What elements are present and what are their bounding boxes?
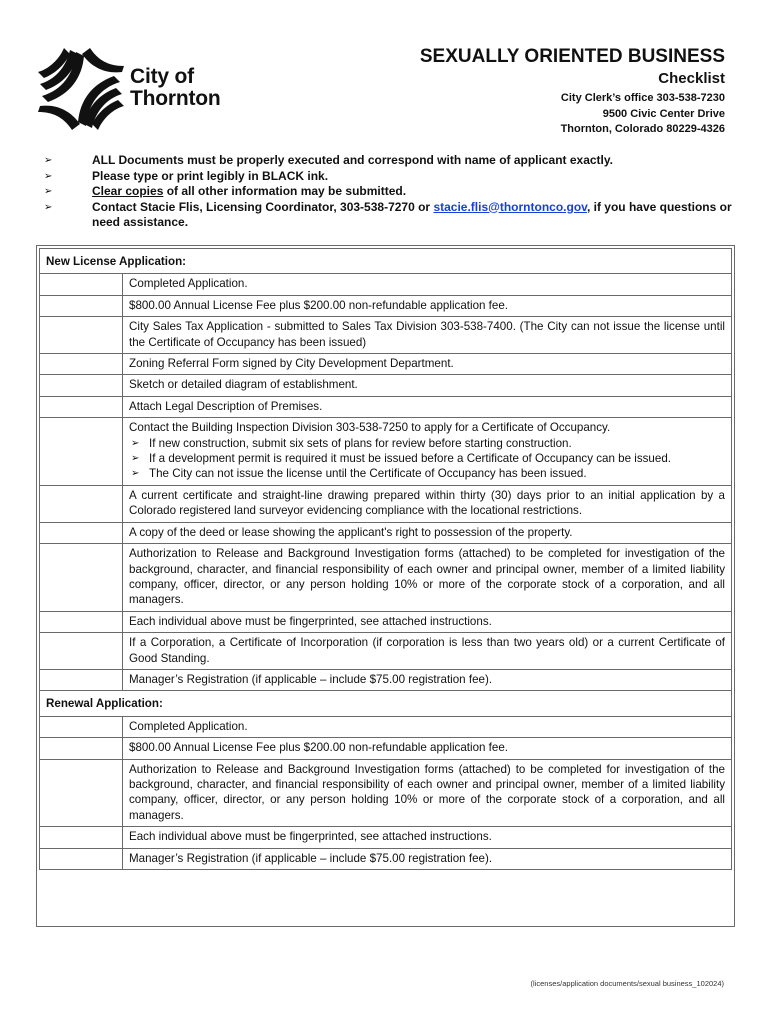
document-title: SEXUALLY ORIENTED BUSINESS — [419, 46, 725, 67]
instruction-text: ALL Documents must be properly executed and correspond with name of applicant exactly. — [92, 153, 614, 167]
section-heading: New License Application: — [40, 249, 732, 274]
checklist-item-text: Authorization to Release and Background Investigation forms (attached) to be completed for investigation of the background, character, and financial responsibility of each owner and principal owner, member of a limited liability company, officer, director, or any person holding 10% or more of the corporate stock of a corporation, and all managers. — [129, 762, 725, 822]
checklist-item-text: Completed Application. — [129, 719, 248, 733]
checklist-row — [40, 522, 732, 543]
checkbox-cell[interactable] — [40, 396, 123, 417]
checklist-item-text: Zoning Referral Form signed by City Development Department. — [129, 357, 454, 371]
arrow-bullet-icon: ➢ — [44, 201, 53, 213]
address-line: 9500 Civic Center Drive — [602, 107, 725, 120]
instruction-text: Contact Stacie Flis, Licensing Coordinator, 303-538-7270 or — [92, 199, 434, 214]
checklist-row — [40, 485, 732, 522]
checklist-item-text: Manager’s Registration (if applicable – include $75.00 registration fee). — [129, 672, 493, 686]
checklist-item-text: Manager’s Registration (if applicable – include $75.00 registration fee). — [129, 851, 493, 865]
arrow-bullet-icon: ➢ — [131, 468, 140, 480]
logo-line-2: Thornton — [130, 87, 221, 110]
checklist-row — [40, 848, 732, 869]
checklist-row — [40, 716, 732, 737]
checkbox-cell[interactable] — [40, 759, 123, 827]
checkbox-cell[interactable] — [40, 418, 123, 486]
instruction-item — [44, 200, 734, 231]
address-line: Thornton, Colorado 80229-4326 — [560, 123, 725, 135]
section-header-row — [40, 249, 732, 274]
section-heading: Renewal Application: — [40, 691, 732, 716]
instruction-list — [44, 153, 734, 231]
checklist-item — [123, 611, 732, 632]
office-address — [561, 91, 725, 138]
footer-reference: (licenses/application documents/sexual business_102024) — [530, 979, 724, 988]
checklist-item-text: A copy of the deed or lease showing the applicant's right to possession of the property. — [129, 525, 573, 539]
section-header-row — [40, 691, 732, 716]
checkbox-cell[interactable] — [40, 669, 123, 690]
checklist-subitem-text: The City can not issue the license until the Certificate of Occupancy has been issued. — [149, 467, 587, 481]
address-line: City Clerk’s office 303-538-7230 — [560, 92, 725, 104]
document-subtitle: Checklist — [658, 70, 725, 87]
checklist-subitem — [129, 451, 725, 466]
checkbox-cell[interactable] — [40, 827, 123, 848]
checkbox-cell[interactable] — [40, 354, 123, 375]
checklist-item-text: A current certificate and straight-line drawing prepared within thirty (30) days prior to an initial application by a Colorado registered land surveyor evidencing compliance with the locational restrictions. — [129, 488, 725, 518]
checklist-subitem — [129, 466, 725, 481]
checklist-item-text: Each individual above must be fingerprinted, see attached instructions. — [129, 614, 492, 628]
instruction-underlined-text: Clear copies — [92, 184, 164, 198]
checkbox-cell[interactable] — [40, 611, 123, 632]
checklist-item — [123, 827, 732, 848]
checklist-item — [123, 522, 732, 543]
checklist-row — [40, 611, 732, 632]
checklist-item-text: Contact the Building Inspection Division 303-538-7250 to apply for a Certificate of Occupancy. — [129, 421, 611, 435]
city-logo — [36, 44, 246, 134]
checkbox-cell[interactable] — [40, 848, 123, 869]
instruction-item — [44, 184, 734, 200]
arrow-bullet-icon: ➢ — [131, 453, 140, 465]
logo-line-1: City of — [130, 65, 194, 88]
checkbox-cell[interactable] — [40, 485, 123, 522]
instruction-item — [44, 169, 734, 185]
checklist-row — [40, 317, 732, 354]
arrow-bullet-icon: ➢ — [44, 170, 53, 182]
arrow-bullet-icon: ➢ — [131, 437, 140, 449]
checklist-item — [123, 396, 732, 417]
checklist-subitem-text: If new construction, submit six sets of plans for review before starting construction. — [149, 436, 572, 450]
checkbox-cell[interactable] — [40, 633, 123, 670]
checklist-item — [123, 633, 732, 670]
checklist-row — [40, 375, 732, 396]
checklist-row — [40, 738, 732, 759]
arrow-bullet-icon: ➢ — [44, 186, 53, 197]
checklist-item-text: $800.00 Annual License Fee plus $200.00 non-refundable application fee. — [129, 298, 509, 312]
checklist-item-text: Sketch or detailed diagram of establishment. — [129, 378, 358, 392]
checklist-item — [123, 295, 732, 316]
instruction-text: Please type or print legibly in BLACK ink. — [92, 168, 329, 183]
checklist-item-text: If a Corporation, a Certificate of Incorporation (if corporation is less than two years old) or a current Certificate of Good Standing. — [129, 636, 725, 665]
checkbox-cell[interactable] — [40, 375, 123, 396]
logo-wordmark — [130, 66, 221, 110]
checklist-row — [40, 418, 732, 486]
contact-email-link[interactable]: stacie.flis@thorntonco.gov — [433, 199, 587, 214]
arrow-bullet-icon: ➢ — [44, 155, 53, 166]
checklist-item — [123, 317, 732, 354]
instruction-text: of all other information may be submitted. — [163, 184, 407, 198]
checkbox-cell[interactable] — [40, 544, 123, 612]
checklist-row — [40, 295, 732, 316]
checklist-item — [123, 375, 732, 396]
checklist-subitem — [129, 436, 725, 451]
checklist-subitem-text: If a development permit is required it must be issued before a Certificate of Occupancy can be issued. — [149, 452, 671, 466]
instruction-text: , if you have questions or need assistance. — [92, 199, 732, 229]
checklist-row — [40, 354, 732, 375]
checklist-row — [40, 544, 732, 612]
checkbox-cell[interactable] — [40, 522, 123, 543]
checkbox-cell[interactable] — [40, 738, 123, 759]
checklist-item-text: Attach Legal Description of Premises. — [129, 399, 323, 413]
checklist-row — [40, 669, 732, 690]
checklist-item — [123, 759, 732, 827]
checklist-item — [123, 848, 732, 869]
checklist-item — [123, 669, 732, 690]
checklist-item-text: Each individual above must be fingerprinted, see attached instructions. — [129, 830, 492, 844]
checklist-item — [123, 274, 732, 295]
checklist-item — [123, 716, 732, 737]
checklist-row — [40, 274, 732, 295]
checkbox-cell[interactable] — [40, 274, 123, 295]
checklist-table — [39, 248, 732, 870]
checklist-row — [40, 827, 732, 848]
checklist-row — [40, 633, 732, 670]
checkbox-cell[interactable] — [40, 317, 123, 354]
checklist-item — [123, 418, 732, 486]
checklist-item-text: City Sales Tax Application - submitted to Sales Tax Division 303-538-7400. (The City can not issue the license until the Certificate of Occupancy has been issued) — [129, 320, 725, 349]
checklist-row — [40, 396, 732, 417]
checklist-item-text: Completed Application. — [129, 277, 248, 291]
checklist-item-text: $800.00 Annual License Fee plus $200.00 non-refundable application fee. — [129, 741, 509, 755]
instruction-item — [44, 153, 734, 169]
checklist-item — [123, 738, 732, 759]
checklist-item — [123, 354, 732, 375]
checklist-item — [123, 544, 732, 612]
checklist-row — [40, 759, 732, 827]
checkbox-cell[interactable] — [40, 716, 123, 737]
city-emblem-icon — [36, 44, 126, 134]
checklist-item-text: Authorization to Release and Background Investigation forms (attached) to be completed for investigation of the background, character, and financial responsibility of each owner and principal owner, member of a limited liability company, officer, director, or any person holding 10% or more of the corporate stock of a corporation, and all managers. — [129, 547, 725, 607]
checklist-item — [123, 485, 732, 522]
checkbox-cell[interactable] — [40, 295, 123, 316]
